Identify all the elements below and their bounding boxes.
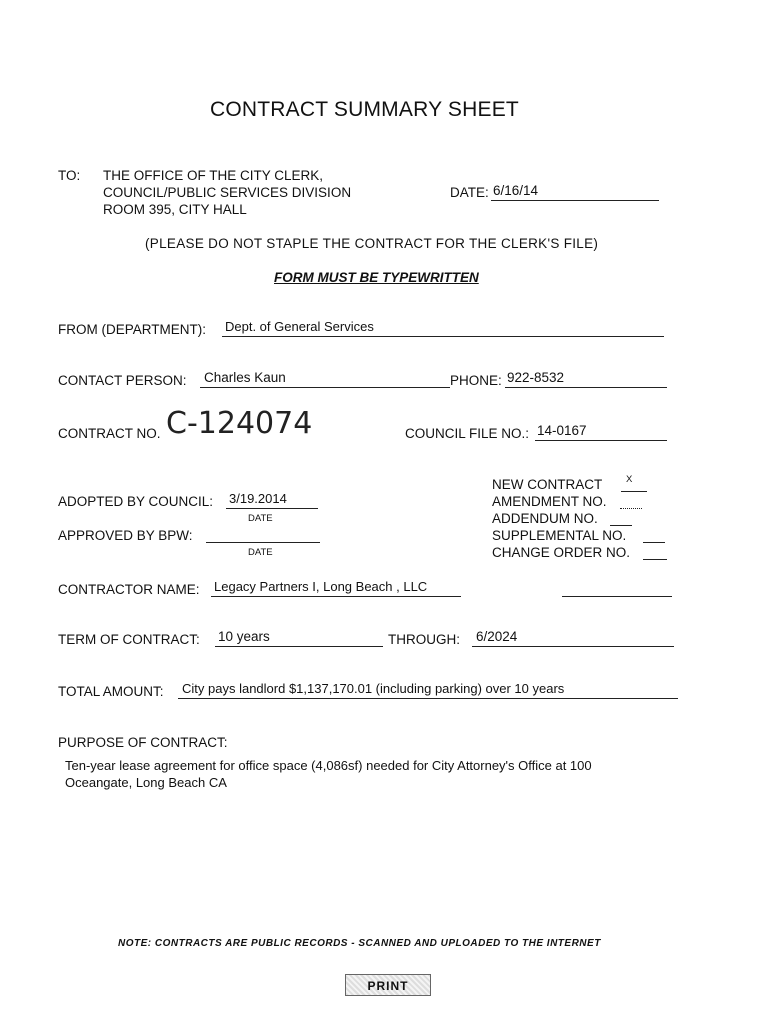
print-button[interactable]: PRINT	[345, 974, 431, 996]
purpose-label: PURPOSE OF CONTRACT:	[58, 735, 228, 750]
amendment-label: AMENDMENT NO.	[492, 494, 607, 509]
contact-label: CONTACT PERSON:	[58, 373, 187, 388]
purpose-line-2: Oceangate, Long Beach CA	[65, 775, 227, 790]
amendment-line	[620, 492, 642, 509]
purpose-line-1: Ten-year lease agreement for office space (4,086sf) needed for City Attorney's Office at 100	[65, 758, 592, 773]
total-value: City pays landlord $1,137,170.01 (including parking) over 10 years	[182, 681, 565, 696]
council-file-value: 14-0167	[537, 423, 587, 438]
approved-date-caption: DATE	[248, 547, 273, 558]
council-file-label: COUNCIL FILE NO.:	[405, 426, 530, 441]
adopted-label: ADOPTED BY COUNCIL:	[58, 494, 214, 509]
to-line-2: COUNCIL/PUBLIC SERVICES DIVISION	[103, 185, 352, 200]
contractor-value: Legacy Partners I, Long Beach , LLC	[214, 579, 428, 594]
date-value: 6/16/14	[493, 183, 539, 198]
staple-note: (PLEASE DO NOT STAPLE THE CONTRACT FOR THE CLERK'S FILE)	[145, 236, 599, 251]
supplemental-line	[643, 526, 665, 543]
term-label: TERM OF CONTRACT:	[58, 632, 200, 647]
adopted-date-caption: DATE	[248, 513, 273, 524]
to-label: TO:	[58, 168, 81, 183]
contract-no-handwritten: C-124074	[166, 406, 313, 441]
change-order-label: CHANGE ORDER NO.	[492, 545, 631, 560]
contract-no-label: CONTRACT NO.	[58, 426, 161, 441]
through-value: 6/2024	[476, 629, 518, 644]
total-label: TOTAL AMOUNT:	[58, 684, 164, 699]
supplemental-label: SUPPLEMENTAL NO.	[492, 528, 627, 543]
term-value: 10 years	[218, 629, 270, 644]
addendum-label: ADDENDUM NO.	[492, 511, 598, 526]
to-line-1: THE OFFICE OF THE CITY CLERK,	[103, 168, 324, 183]
change-order-line	[643, 543, 667, 560]
page-title: CONTRACT SUMMARY SHEET	[210, 98, 519, 121]
contact-value: Charles Kaun	[204, 370, 286, 385]
from-label: FROM (DEPARTMENT):	[58, 322, 206, 337]
new-contract-mark: X	[626, 474, 633, 485]
phone-value: 922-8532	[507, 370, 565, 385]
typewritten-note: FORM MUST BE TYPEWRITTEN	[274, 270, 479, 285]
new-contract-line	[621, 475, 647, 492]
through-label: THROUGH:	[388, 632, 460, 647]
phone-label: PHONE:	[450, 373, 502, 388]
new-contract-label: NEW CONTRACT	[492, 477, 603, 492]
footer-note: NOTE: CONTRACTS ARE PUBLIC RECORDS - SCANNED AND UPLOADED TO THE INTERNET	[118, 938, 601, 949]
from-value: Dept. of General Services	[225, 319, 374, 334]
date-label: DATE:	[450, 185, 489, 200]
to-line-3: ROOM 395, CITY HALL	[103, 202, 247, 217]
approved-label: APPROVED BY BPW:	[58, 528, 193, 543]
contractor-label: CONTRACTOR NAME:	[58, 582, 200, 597]
contractor-line-extra	[562, 580, 672, 597]
approved-line	[206, 526, 320, 543]
addendum-line	[610, 509, 632, 526]
adopted-value: 3/19.2014	[229, 491, 287, 506]
